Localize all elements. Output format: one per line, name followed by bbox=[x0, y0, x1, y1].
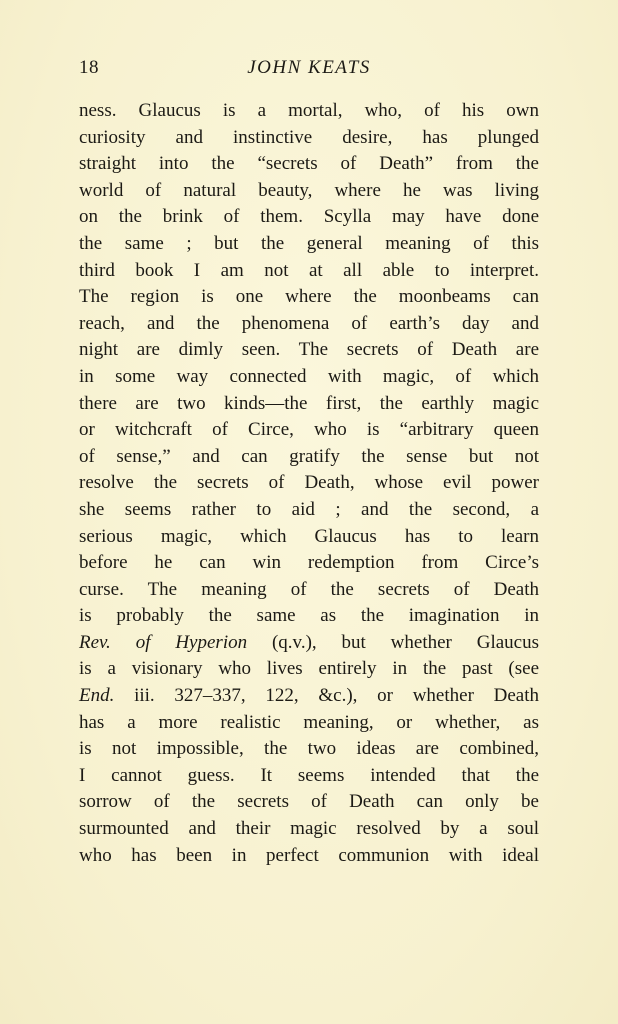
text-line: is probably the same as the imagination in bbox=[79, 605, 539, 627]
text-span: iii. 327–337, 122, &c.), or whether Death bbox=[114, 685, 539, 707]
text-line: who has been in perfect communion with ideal bbox=[79, 844, 539, 866]
text-line: resolve the secrets of Death, whose evil power bbox=[79, 472, 539, 494]
text-line: ness. Glaucus is a mortal, who, of his own bbox=[79, 100, 539, 121]
text-line: in some way connected with magic, of which bbox=[79, 365, 539, 387]
text-line: surmounted and their magic resolved by a soul bbox=[79, 818, 539, 840]
text-line: reach, and the phenomena of earth’s day and bbox=[79, 312, 539, 334]
text-line: the same ; but the general meaning of this bbox=[79, 232, 539, 254]
text-span bbox=[111, 632, 136, 653]
text-line: world of natural beauty, where he was living bbox=[79, 179, 539, 201]
text-line bbox=[79, 630, 539, 657]
text-line: third book I am not at all able to interpret. bbox=[79, 259, 539, 281]
page-number: 18 bbox=[79, 57, 99, 78]
text-line: straight into the “secrets of Death” from the bbox=[79, 153, 539, 175]
italic-reference: Rev. bbox=[79, 631, 111, 653]
text-line: curiosity and instinctive desire, has plunged bbox=[79, 126, 539, 148]
running-head-title: JOHN KEATS bbox=[247, 57, 371, 78]
text-span: (q.v.), but whether Glaucus bbox=[247, 631, 540, 653]
text-line: on the brink of them. Scylla may have done bbox=[79, 206, 539, 228]
text-line: night are dimly seen. The secrets of Death are bbox=[79, 339, 539, 361]
italic-title: of Hyperion bbox=[135, 631, 248, 653]
text-line: curse. The meaning of the secrets of Death bbox=[79, 578, 539, 600]
text-line: is not impossible, the two ideas are combined, bbox=[79, 738, 539, 760]
text-line: she seems rather to aid ; and the second, a bbox=[79, 498, 539, 520]
text-line: is a visionary who lives entirely in the past (see bbox=[79, 658, 539, 680]
text-line: I cannot guess. It seems intended that the bbox=[79, 764, 539, 786]
body-text bbox=[79, 98, 539, 869]
text-line: sorrow of the secrets of Death can only be bbox=[79, 791, 539, 813]
text-line: serious magic, which Glaucus has to learn bbox=[79, 525, 539, 547]
text-line: of sense,” and can gratify the sense but not bbox=[79, 445, 539, 467]
italic-reference: End. bbox=[79, 685, 115, 707]
text-line: The region is one where the moonbeams can bbox=[79, 286, 539, 308]
page-header bbox=[79, 57, 539, 87]
text-line: before he can win redemption from Circe’s bbox=[79, 552, 539, 574]
text-line: or witchcraft of Circe, who is “arbitrary queen bbox=[79, 419, 539, 441]
text-line bbox=[79, 683, 539, 710]
text-line: there are two kinds—the first, the earthly magic bbox=[79, 392, 539, 414]
text-line: has a more realistic meaning, or whether, as bbox=[79, 711, 539, 733]
